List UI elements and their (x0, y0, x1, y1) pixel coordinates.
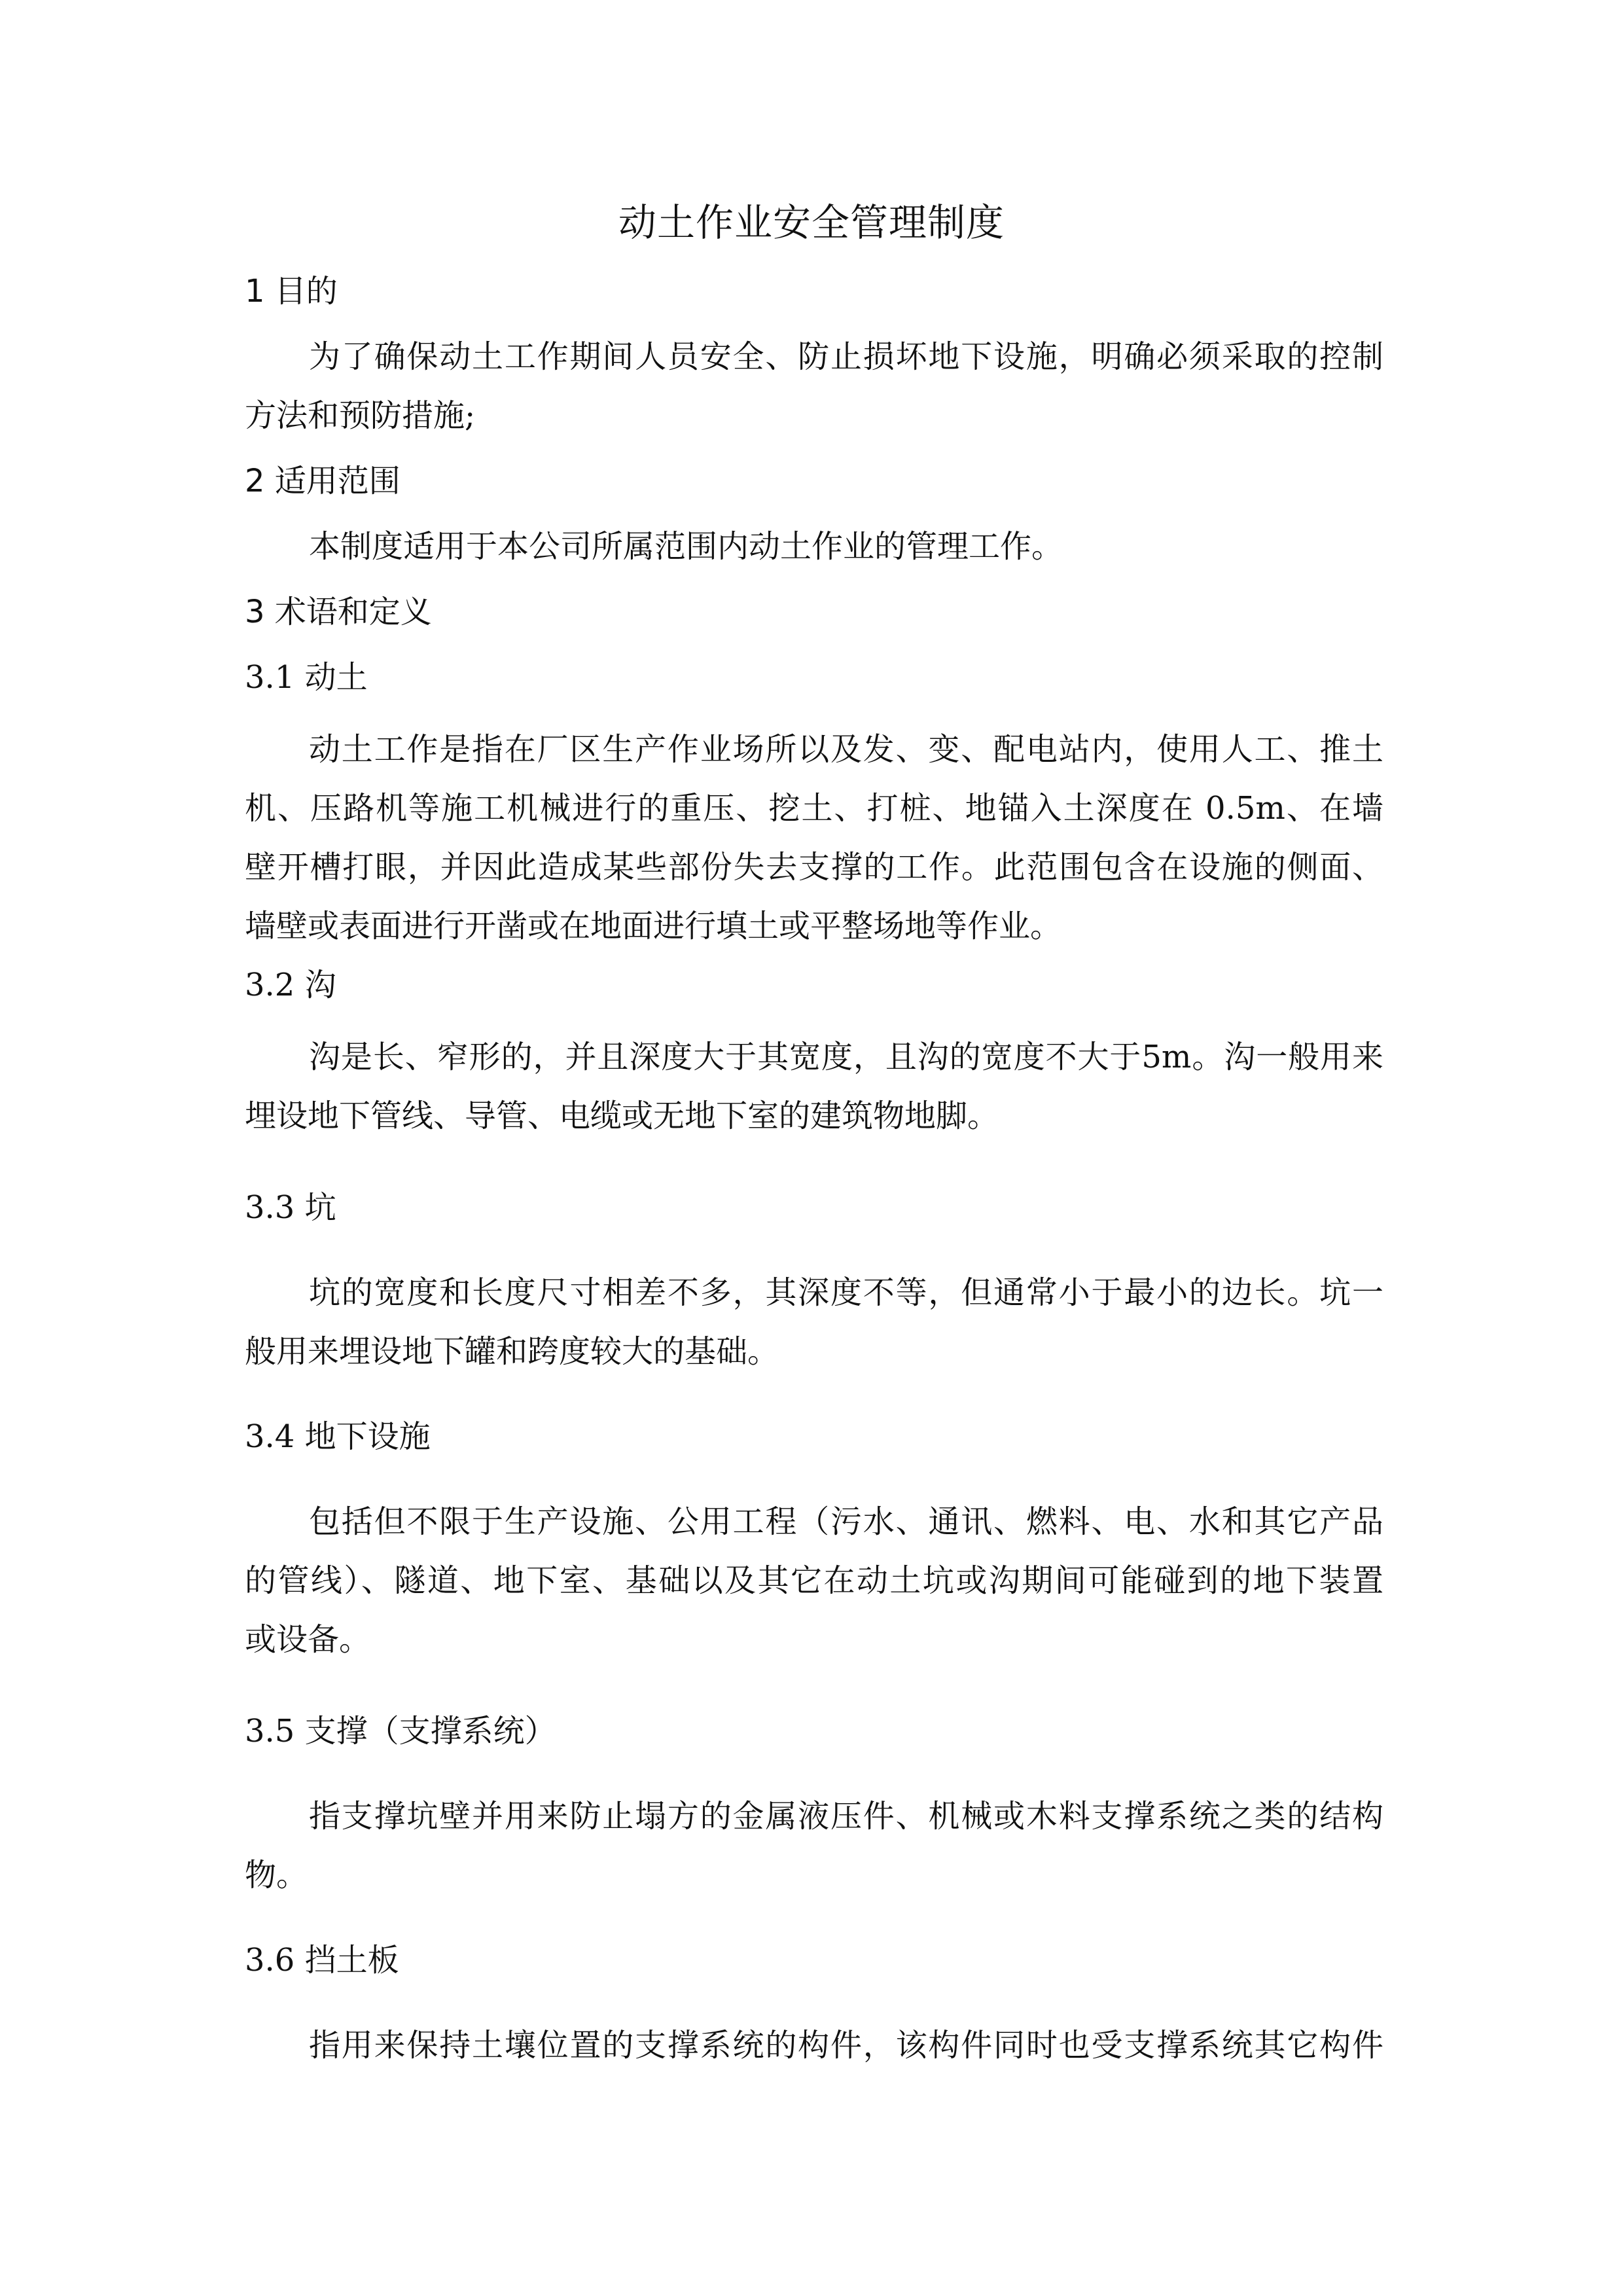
section-3-4-line-3: 或设备。 (245, 1621, 371, 1658)
section-1-line-1: 为了确保动土工作期间人员安全、防止损坏地下设施，明确必须采取的控制 (309, 338, 1383, 375)
document-title: 动土作业安全管理制度 (618, 200, 1005, 245)
section-3-6-line-1: 指用来保持土壤位置的支撑系统的构件，该构件同时也受支撑系统其它构件 (309, 2027, 1383, 2064)
section-3-1-line-2: 机、压路机等施工机械进行的重压、挖土、打桩、地锚入土深度在 0.5m、在墙 (245, 790, 1383, 827)
section-3-1-line-4: 墙壁或表面进行开凿或在地面进行填土或平整场地等作业。 (245, 908, 1062, 944)
section-3-3-heading: 3.3 坑 (245, 1189, 336, 1226)
section-3-6-heading: 3.6 挡土板 (245, 1942, 399, 1979)
section-3-3-line-2: 般用来埋设地下罐和跨度较大的基础。 (245, 1333, 779, 1370)
section-3-1-heading: 3.1 动土 (245, 659, 368, 696)
section-3-5-line-1: 指支撑坑壁并用来防止塌方的金属液压件、机械或木料支撑系统之类的结构 (309, 1798, 1383, 1835)
section-3-heading: 3 术语和定义 (245, 594, 432, 630)
section-3-5-line-2: 物。 (245, 1857, 308, 1893)
section-3-3-line-1: 坑的宽度和长度尺寸相差不多，其深度不等，但通常小于最小的边长。坑一 (309, 1274, 1383, 1311)
section-3-2-line-2: 埋设地下管线、导管、电缆或无地下室的建筑物地脚。 (245, 1098, 999, 1134)
section-3-5-heading: 3.5 支撑（支撑系统） (245, 1713, 556, 1749)
section-3-4-line-2: 的管线）、隧道、地下室、基础以及其它在动土坑或沟期间可能碰到的地下装置 (245, 1562, 1383, 1599)
section-3-2-heading: 3.2 沟 (245, 967, 336, 1003)
section-3-2-line-1: 沟是长、窄形的，并且深度大于其宽度，且沟的宽度不大于5m。沟一般用来 (309, 1039, 1383, 1075)
section-1-heading: 1 目的 (245, 273, 338, 310)
section-3-1-line-1: 动土工作是指在厂区生产作业场所以及发、变、配电站内，使用人工、推土 (309, 731, 1383, 768)
section-2-line-1: 本制度适用于本公司所属范围内动土作业的管理工作。 (309, 528, 1063, 565)
section-3-4-heading: 3.4 地下设施 (245, 1418, 431, 1455)
section-3-4-line-1: 包括但不限于生产设施、公用工程（污水、通讯、燃料、电、水和其它产品 (309, 1503, 1383, 1540)
section-1-line-2: 方法和预防措施; (245, 397, 476, 434)
section-3-1-line-3: 壁开槽打眼，并因此造成某些部份失去支撑的工作。此范围包含在设施的侧面、 (245, 849, 1383, 886)
section-2-heading: 2 适用范围 (245, 463, 401, 499)
